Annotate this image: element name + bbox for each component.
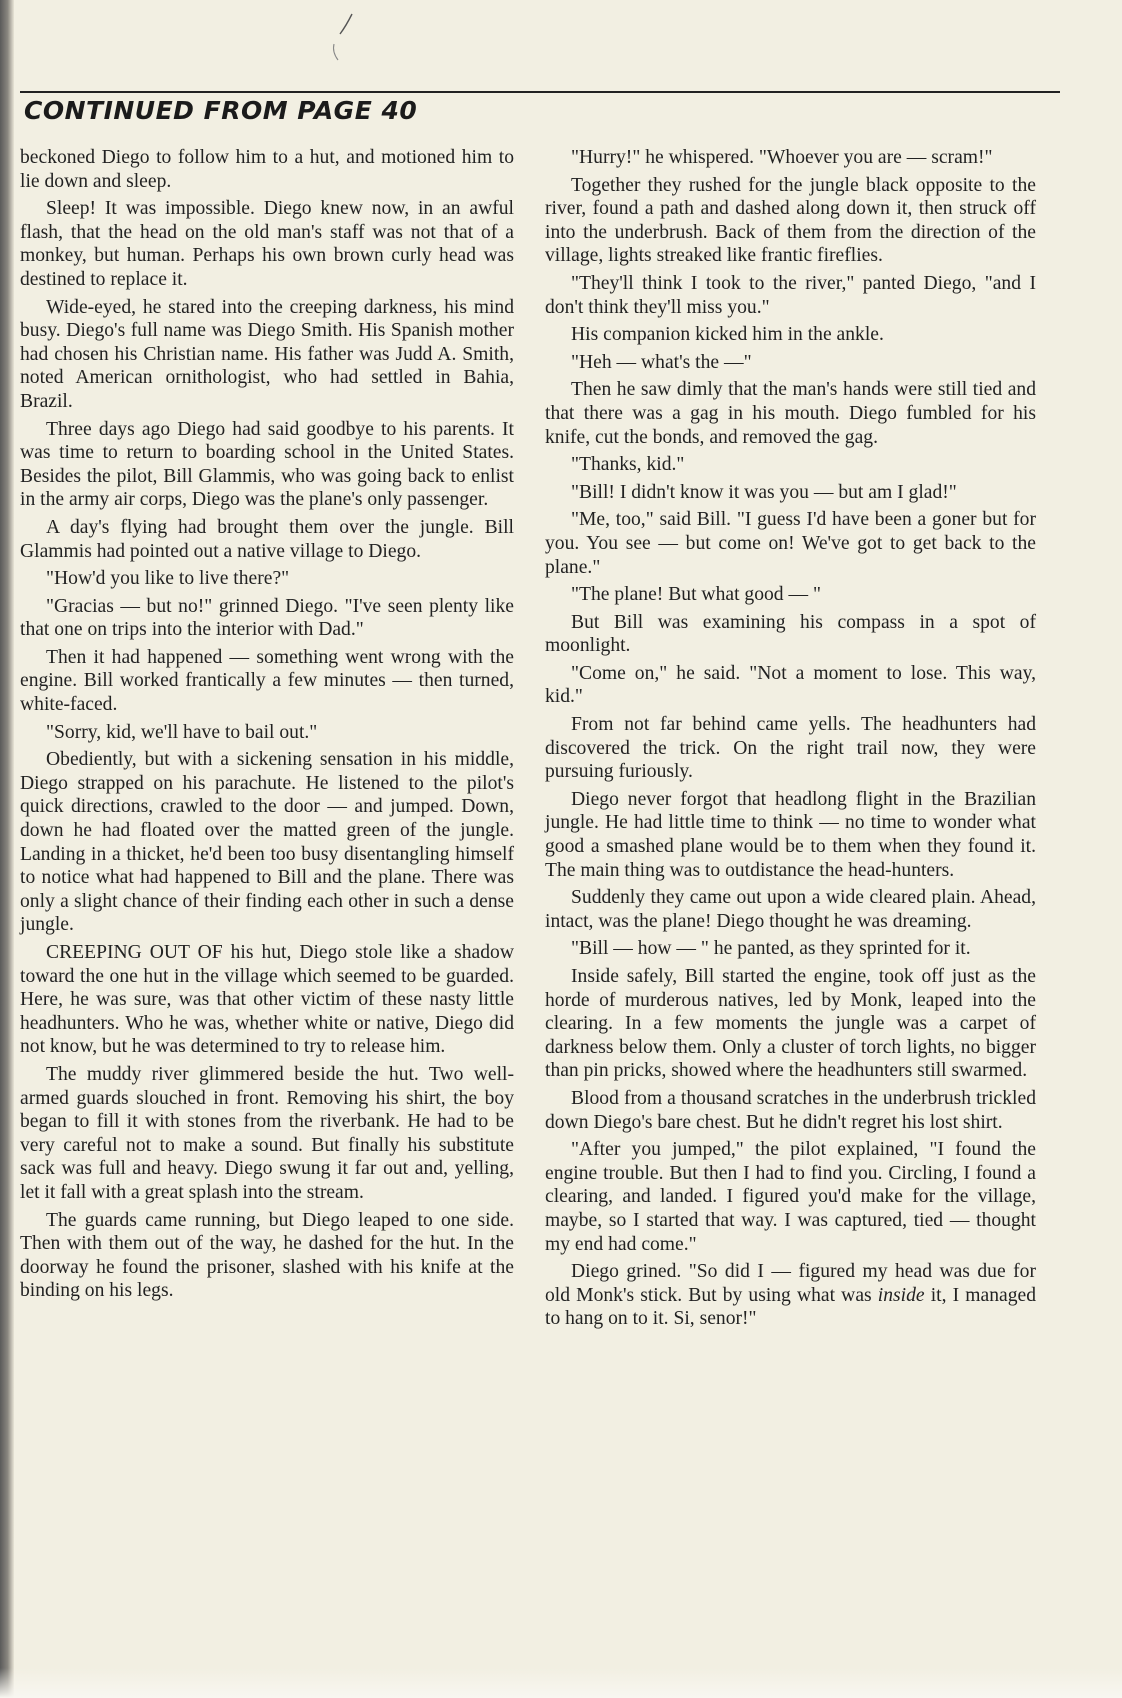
paragraph: "Bill — how — " he panted, as they sprinted for it. <box>571 938 971 960</box>
paragraph-final <box>545 1260 1036 1331</box>
paragraph: Then it had happened — something went wrong with the engine. Bill worked frantically a few minutes — then turned, white-faced. <box>20 646 514 716</box>
paragraph: Diego never forgot that headlong flight in the Brazilian jungle. He had little time to think — no time to wonder what good a smashed plane would be to them when they found it. The main thing was to outdistance the head-hunters. <box>545 788 1036 881</box>
paragraph: "Come on," he said. "Not a moment to lose. This way, kid." <box>545 662 1036 708</box>
paragraph: Inside safely, Bill started the engine, took off just as the horde of murderous natives, led by Monk, leaped into the clearing. In a few moments the jungle was a carpet of darkness below them. Only a cluster of torch lights, no bigger than pin pricks, showed where the headhunters still swarmed. <box>545 966 1036 1082</box>
paragraph: But Bill was examining his compass in a spot of moonlight. <box>545 611 1036 657</box>
page-binding-edge <box>0 0 14 1698</box>
pen-mark-scribble <box>330 8 370 68</box>
paragraph: Sleep! It was impossible. Diego knew now, in an awful flash, that the head on the old man's staff was not that of a monkey, but human. Perhaps his own brown curly head was destined to replace it. <box>20 198 514 290</box>
left-text-column <box>20 146 514 1307</box>
paragraph: Then he saw dimly that the man's hands were still tied and that there was a gag in his mouth. Diego fumbled for his knife, cut the bonds, and removed the gag. <box>545 379 1036 448</box>
continued-header: CONTINUED FROM PAGE 40 <box>24 96 418 125</box>
paragraph: The guards came running, but Diego leaped to one side. Then with them out of the way, he dashed for the hut. In the doorway he found the prisoner, slashed with his knife at the binding on his legs. <box>20 1209 514 1302</box>
header-rule <box>20 91 1060 93</box>
paragraph: "Heh — what's the —" <box>571 351 752 373</box>
paragraph: From not far behind came yells. The headhunters had discovered the trick. On the right trail now, they were pursuing furiously. <box>545 714 1036 783</box>
paragraph: Suddenly they came out upon a wide cleared plain. Ahead, intact, was the plane! Diego thought he was dreaming. <box>545 887 1036 932</box>
right-text-column <box>545 146 1036 1335</box>
paragraph: A day's flying had brought them over the jungle. Bill Glammis had pointed out a native village to Diego. <box>20 516 514 562</box>
paragraph: His companion kicked him in the ankle. <box>571 324 884 346</box>
paragraph: "Me, too," said Bill. "I guess I'd have been a goner but for you. You see — but come on! We've got to get back to the plane." <box>545 509 1036 578</box>
emphasis-word: inside <box>877 1284 925 1306</box>
paragraph: The muddy river glimmered beside the hut. Two well-armed guards slouched in front. Removing his shirt, the boy began to fill it with stones from the riverbank. He had to be very careful not to make a sound. But finally his substitute sack was full and heavy. Diego swung it far out and, yelling, let it fall with a great splash into the stream. <box>20 1063 514 1203</box>
paragraph: "Hurry!" he whispered. "Whoever you are — scram!" <box>571 147 993 168</box>
paragraph: "Bill! I didn't know it was you — but am I glad!" <box>571 481 957 503</box>
paragraph: "Sorry, kid, we'll have to bail out." <box>46 721 318 743</box>
paragraph: Wide-eyed, he stared into the creeping darkness, his mind busy. Diego's full name was Diego Smith. His Spanish mother had chosen his Christian name. His father was Judd A. Smith, noted American ornithologist, who had settled in Bahia, Brazil. <box>20 296 514 412</box>
paragraph: "Thanks, kid." <box>571 454 685 476</box>
paragraph: Together they rushed for the jungle black opposite to the river, found a path and dashed along down it, then struck off into the underbrush. Back of them from the direction of the village, lights streaked like frantic fireflies. <box>545 174 1036 267</box>
paragraph: Blood from a thousand scratches in the underbrush trickled down Diego's bare chest. But he didn't regret his lost shirt. <box>545 1087 1036 1133</box>
paragraph: Obediently, but with a sickening sensation in his middle, Diego strapped on his parachute. He listened to the pilot's quick directions, crawled to the door — and jumped. Down, down he had floated over the matted green of the jungle. Landing in a thicket, he'd been too busy disentangling himself to notice what had happened to Bill and the plane. There was only a slight chance of their finding each other in such a dense jungle. <box>20 749 514 936</box>
paragraph: "They'll think I took to the river," panted Diego, "and I don't think they'll miss you." <box>545 272 1036 318</box>
paragraph: beckoned Diego to follow him to a hut, and motioned him to lie down and sleep. <box>20 147 514 192</box>
paragraph: CREEPING OUT OF his hut, Diego stole like a shadow toward the one hut in the village which seemed to be guarded. Here, he was sure, was that other victim of these nasty little headhunters. Who he was, whether white or native, Diego did not know, but he was determined to try to release him. <box>20 942 514 1058</box>
paragraph: "The plane! But what good — " <box>571 584 821 606</box>
paragraph-final-start: Diego grined. "So did I — figured my head was due for old Monk's stick. But by using what was <box>545 1261 1036 1306</box>
paragraph: "How'd you like to live there?" <box>46 568 290 590</box>
page-bottom-fade <box>0 1668 1122 1698</box>
paragraph: "Gracias — but no!" grinned Diego. "I've seen plenty like that one on trips into the interior with Dad." <box>20 595 514 641</box>
paragraph: "After you jumped," the pilot explained, "I found the engine trouble. But then I had to find you. Circling, I found a clearing, and landed. I figured you'd make for the village, maybe, so I started that way. I was captured, tied — thought my end had come." <box>545 1139 1036 1255</box>
paragraph: Three days ago Diego had said goodbye to his parents. It was time to return to boarding school in the United States. Besides the pilot, Bill Glammis, who was going back to enlist in the army air corps, Diego was the plane's only passenger. <box>20 418 514 511</box>
paragraph-final-end: it, I managed to hang on to it. Si, senor!" <box>545 1284 1036 1330</box>
